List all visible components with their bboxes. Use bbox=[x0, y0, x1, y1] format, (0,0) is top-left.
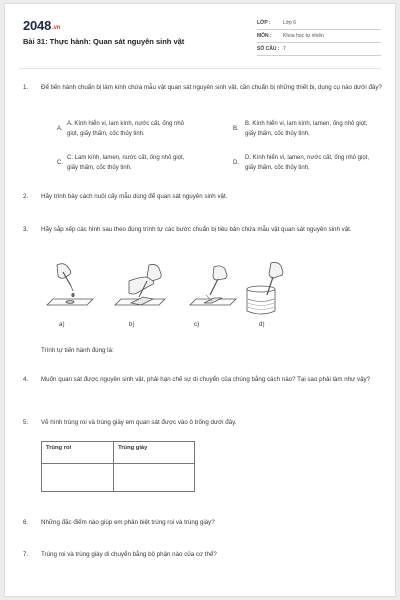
question-text: Trùng roi và trùng giày di chuyển bằng bộ phận nào của cơ thể? bbox=[41, 551, 217, 558]
question-number: 4. bbox=[23, 376, 29, 383]
meta-key: MÔN : bbox=[257, 33, 272, 39]
question-text: Những đặc điểm nào giúp em phân biệt trùng roi và trùng giày? bbox=[41, 519, 215, 526]
q3-answer-prompt: Trình tự tiến hành đúng là: bbox=[41, 347, 114, 354]
question-number: 1. bbox=[23, 84, 29, 91]
question-number: 2. bbox=[23, 193, 29, 200]
question-5 bbox=[23, 418, 383, 428]
option-letter: A. bbox=[57, 126, 63, 132]
table-header-trung-roi: Trùng roi bbox=[42, 442, 114, 464]
question-number: 7. bbox=[23, 551, 29, 558]
figure-a-dropper-slide bbox=[41, 259, 101, 319]
option-letter: B. bbox=[233, 126, 239, 132]
meta-key: LỚP : bbox=[257, 20, 271, 26]
table-header-trung-giay: Trùng giày bbox=[114, 442, 195, 464]
option-text: D. Kính hiển vi, lamen, nước cất, ống nhỏ giọt, giấy thấm, cốc thủy tinh. bbox=[245, 155, 370, 171]
option-text: B. Kính hiển vi, lam kính, lamen, ống nhỏ giọt, giấy thấm, cốc thủy tinh. bbox=[245, 121, 368, 137]
meta-key: SỐ CÂU : bbox=[257, 46, 280, 52]
figure-label-c: c) bbox=[194, 321, 200, 328]
meta-value: 7 bbox=[283, 46, 286, 52]
lesson-title: Bài 31: Thực hành: Quan sát nguyên sinh vật bbox=[23, 37, 185, 46]
question-6 bbox=[23, 518, 383, 528]
option-d[interactable] bbox=[233, 154, 375, 173]
question-text: Để tiến hành chuẩn bị làm kính chứa mẫu vật quan sát nguyên sinh vật, cần chuẩn bị những thiết bị, dụng cụ nào dưới đây? bbox=[41, 84, 382, 91]
question-number: 5. bbox=[23, 419, 29, 426]
header-divider bbox=[19, 68, 381, 69]
site-logo[interactable] bbox=[23, 18, 60, 33]
option-letter: C. bbox=[57, 160, 63, 166]
drawing-cell-trung-giay[interactable] bbox=[114, 464, 195, 492]
question-7 bbox=[23, 550, 383, 560]
meta-value: Khoa học tự nhiên bbox=[283, 33, 324, 39]
option-letter: D. bbox=[233, 160, 239, 166]
logo-text: 2048 bbox=[23, 18, 52, 33]
question-2 bbox=[23, 192, 383, 202]
meta-row-subject bbox=[257, 30, 381, 43]
figure-label-b: b) bbox=[129, 321, 135, 328]
question-text: Vẽ hình trùng roi và trùng giày em quan sát được vào ô trống dưới đây. bbox=[41, 419, 237, 426]
option-a[interactable] bbox=[57, 120, 197, 139]
question-number: 3. bbox=[23, 226, 29, 233]
question-text: Hãy sắp xếp các hình sau theo đúng trình tự các bước chuẩn bị tiêu bản chứa mẫu vật quan sát nguyên sinh vật. bbox=[41, 226, 352, 233]
figure-b-coverslip bbox=[109, 259, 179, 319]
meta-table bbox=[257, 17, 381, 56]
question-text: Muốn quan sát được nguyên sinh vật, phải hạn chế sự di chuyển của chúng bằng cách nào? Tại sao phải làm như vậy? bbox=[41, 376, 371, 383]
drawing-table bbox=[41, 441, 195, 492]
figure-label-d: d) bbox=[259, 321, 265, 328]
worksheet-page bbox=[4, 3, 396, 597]
question-4 bbox=[23, 375, 383, 385]
option-text: A. Kính hiển vi, lam kính, nước cất, ống nhỏ giọt, giấy thấm, cốc thủy tinh. bbox=[67, 121, 185, 137]
option-b[interactable] bbox=[233, 120, 375, 139]
option-c[interactable] bbox=[57, 154, 197, 173]
figure-c-blotting bbox=[186, 259, 246, 319]
option-text: C. Lam kính, lamen, nước cất, ống nhỏ giọt, giấy thấm, cốc thủy tinh. bbox=[67, 155, 185, 171]
logo-suffix: .vn bbox=[52, 25, 61, 31]
drawing-cell-trung-roi[interactable] bbox=[42, 464, 114, 492]
meta-row-count bbox=[257, 43, 381, 56]
question-1 bbox=[23, 83, 383, 93]
meta-row-class bbox=[257, 17, 381, 30]
meta-value: Lớp 6 bbox=[283, 20, 297, 26]
figure-row bbox=[41, 259, 341, 339]
question-text: Hãy trình bày cách nuôi cấy mẫu dùng để quan sát nguyên sinh vật. bbox=[41, 193, 228, 200]
question-number: 6. bbox=[23, 519, 29, 526]
question-3 bbox=[23, 225, 383, 235]
figure-label-a: a) bbox=[59, 321, 65, 328]
figure-d-beaker bbox=[241, 259, 301, 319]
